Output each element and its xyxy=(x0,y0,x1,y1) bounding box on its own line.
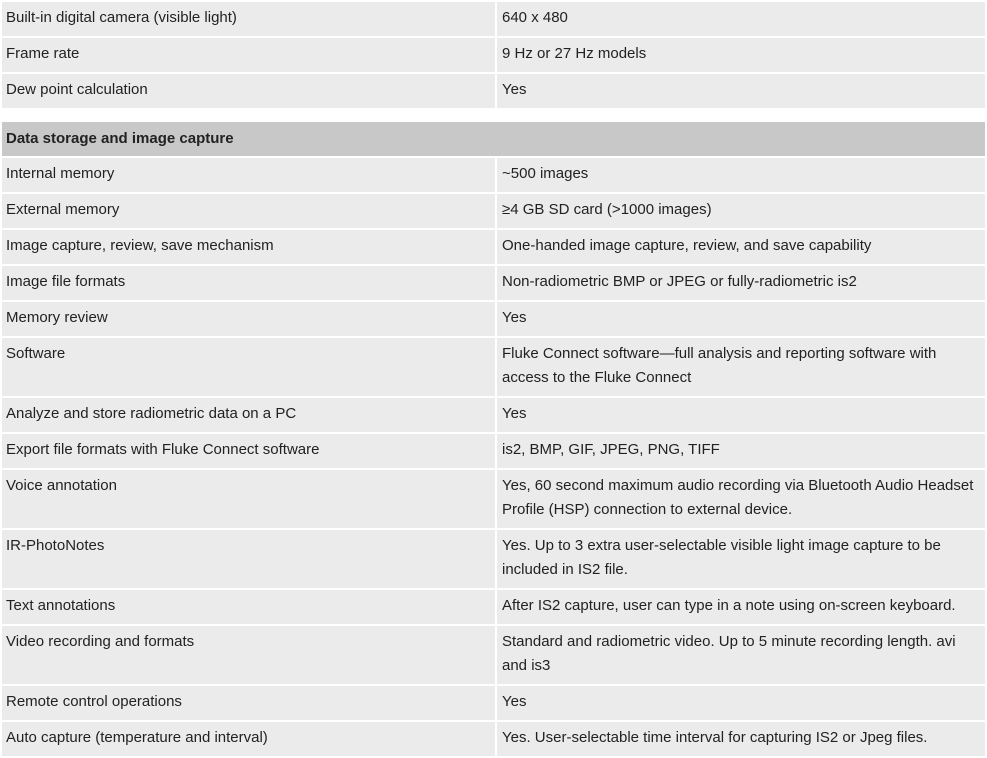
row-value: is2, BMP, GIF, JPEG, PNG, TIFF xyxy=(496,433,986,469)
row-label: Memory review xyxy=(1,301,496,337)
table-row xyxy=(1,73,986,109)
row-value: ~500 images xyxy=(496,157,986,193)
row-value: Yes xyxy=(496,73,986,109)
table-row xyxy=(1,265,986,301)
row-label: Frame rate xyxy=(1,37,496,73)
row-label: IR-PhotoNotes xyxy=(1,529,496,589)
row-value: 9 Hz or 27 Hz models xyxy=(496,37,986,73)
table-row xyxy=(1,1,986,37)
row-value: Yes, 60 second maximum audio recording via Bluetooth Audio Headset Profile (HSP) connection to external device. xyxy=(496,469,986,529)
row-value: Non-radiometric BMP or JPEG or fully-radiometric is2 xyxy=(496,265,986,301)
row-label: Image capture, review, save mechanism xyxy=(1,229,496,265)
row-value: Yes xyxy=(496,301,986,337)
section-spacer xyxy=(1,109,986,121)
row-label: Video recording and formats xyxy=(1,625,496,685)
table-row xyxy=(1,193,986,229)
table-row xyxy=(1,721,986,757)
table-row xyxy=(1,229,986,265)
row-value: After IS2 capture, user can type in a note using on-screen keyboard. xyxy=(496,589,986,625)
row-value: Yes xyxy=(496,397,986,433)
row-value: Standard and radiometric video. Up to 5 minute recording length. avi and is3 xyxy=(496,625,986,685)
row-value: Fluke Connect software—full analysis and reporting software with access to the Fluke Connect xyxy=(496,337,986,397)
row-value: Yes xyxy=(496,685,986,721)
row-label: Voice annotation xyxy=(1,469,496,529)
table-row xyxy=(1,157,986,193)
table-row xyxy=(1,301,986,337)
table-row xyxy=(1,685,986,721)
table-row xyxy=(1,37,986,73)
row-label: Image file formats xyxy=(1,265,496,301)
row-label: Export file formats with Fluke Connect software xyxy=(1,433,496,469)
row-value: 640 x 480 xyxy=(496,1,986,37)
section-header xyxy=(1,121,986,157)
row-label: Internal memory xyxy=(1,157,496,193)
row-label: Remote control operations xyxy=(1,685,496,721)
row-label: Auto capture (temperature and interval) xyxy=(1,721,496,757)
row-label: Built-in digital camera (visible light) xyxy=(1,1,496,37)
row-value: ≥4 GB SD card (>1000 images) xyxy=(496,193,986,229)
table-row xyxy=(1,625,986,685)
row-label: Text annotations xyxy=(1,589,496,625)
row-label: Software xyxy=(1,337,496,397)
row-label: External memory xyxy=(1,193,496,229)
section-title: Data storage and image capture xyxy=(1,121,986,157)
row-value: One-handed image capture, review, and save capability xyxy=(496,229,986,265)
row-value: Yes. Up to 3 extra user-selectable visible light image capture to be included in IS2 file. xyxy=(496,529,986,589)
table-row xyxy=(1,469,986,529)
row-label: Dew point calculation xyxy=(1,73,496,109)
table-row xyxy=(1,397,986,433)
table-row xyxy=(1,433,986,469)
table-row xyxy=(1,529,986,589)
table-row xyxy=(1,337,986,397)
table-row xyxy=(1,589,986,625)
row-label: Analyze and store radiometric data on a PC xyxy=(1,397,496,433)
row-value: Yes. User-selectable time interval for capturing IS2 or Jpeg files. xyxy=(496,721,986,757)
